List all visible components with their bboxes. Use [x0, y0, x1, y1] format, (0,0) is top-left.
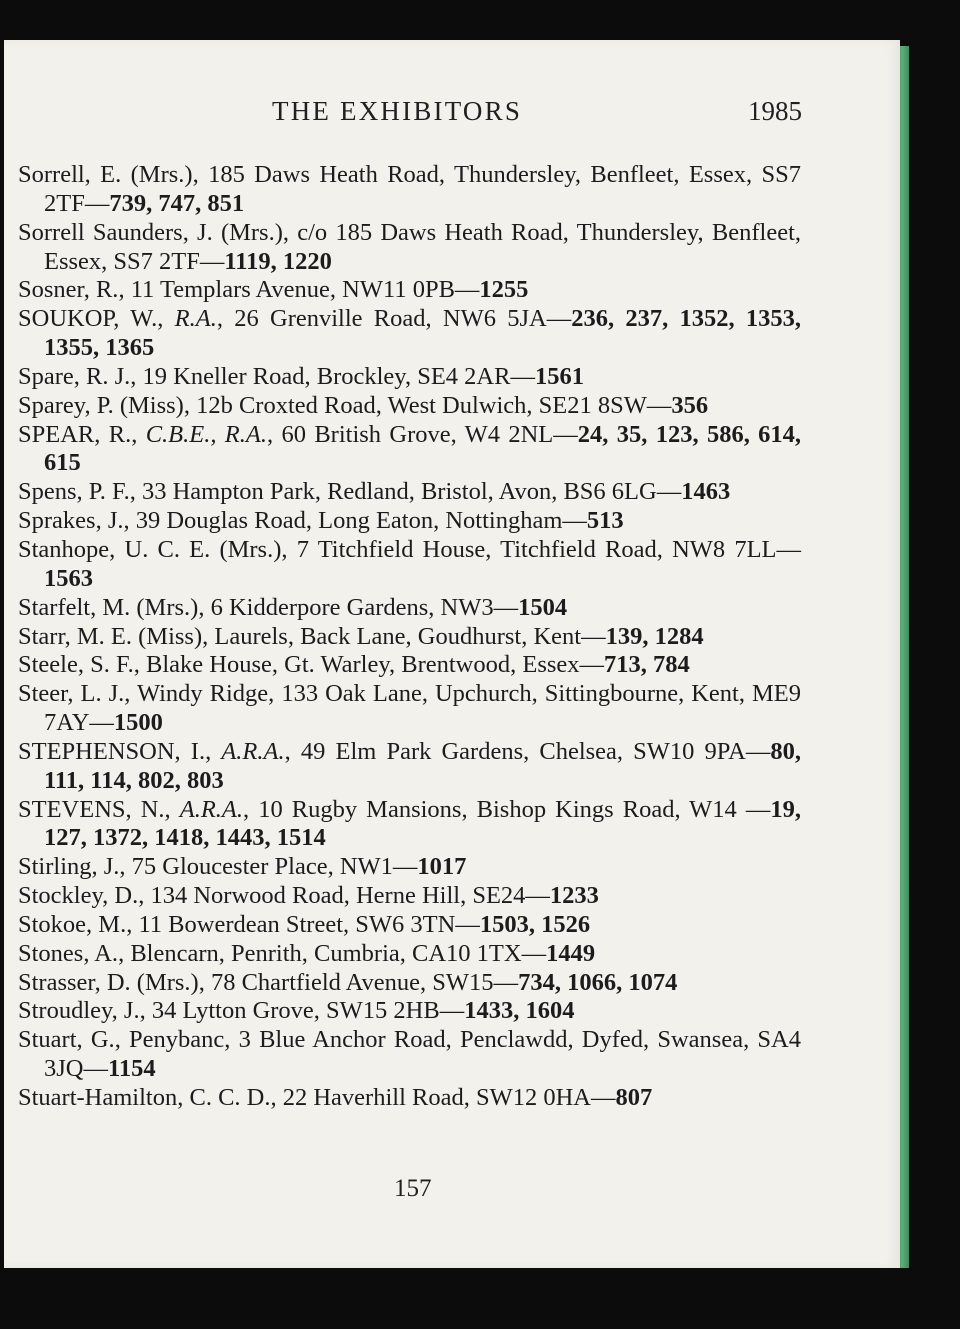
- exhibitor-name: STEVENS, N.: [18, 795, 165, 823]
- exhibitor-address: 7 Titchfield House, Titchfield Road, NW8 7LL: [296, 535, 777, 563]
- exhibit-numbers: 1119, 1220: [224, 247, 332, 275]
- exhibit-numbers: 1449: [546, 939, 596, 967]
- exhibitor-name: Stokoe, M.: [18, 910, 127, 938]
- exhibitor-address: 134 Norwood Road, Herne Hill, SE24: [150, 882, 526, 910]
- exhibit-numbers: 1504: [518, 593, 568, 621]
- exhibit-numbers: 80, 111, 114, 802, 803: [44, 737, 801, 794]
- exhibitor-entry: Sosner, R., 11 Templars Avenue, NW11 0PB—1255: [18, 276, 529, 304]
- exhibit-numbers: 1017: [417, 853, 467, 881]
- exhibitor-address: Penybanc, 3 Blue Anchor Road, Penclawdd, Dyfed, Swansea, SA4 3JQ: [44, 1026, 801, 1083]
- exhibit-numbers: 356: [671, 391, 709, 419]
- exhibitor-name: SOUKOP, W.: [18, 305, 158, 333]
- exhibitor-name: Sorrell Saunders, J. (Mrs.): [18, 218, 283, 246]
- exhibitor-entry: Sorrell, E. (Mrs.), 185 Daws Heath Road, Thundersley, Benfleet, Essex, SS7 2TF—739, 747, 851: [18, 161, 801, 217]
- exhibit-numbers: 1154: [107, 1055, 156, 1083]
- exhibitor-address: 60 British Grove, W4 2NL: [281, 420, 554, 448]
- exhibitor-address: Blake House, Gt. Warley, Brentwood, Essex: [146, 651, 580, 679]
- exhibitor-name: Sparey, P. (Miss): [18, 391, 184, 419]
- exhibitor-honours: A.R.A.: [179, 795, 244, 823]
- exhibitor-name: Strasser, D. (Mrs.): [18, 968, 199, 996]
- exhibit-numbers: 1561: [534, 362, 584, 390]
- exhibitor-address: 12b Croxted Road, West Dulwich, SE21 8SW: [196, 391, 647, 419]
- exhibitor-entry: Spens, P. F., 33 Hampton Park, Redland, Bristol, Avon, BS6 6LG—1463: [18, 478, 731, 506]
- exhibitor-entry: STEVENS, N., A.R.A., 10 Rugby Mansions, Bishop Kings Road, W14 —19, 127, 1372, 1418, 1443, 1514: [18, 795, 801, 852]
- exhibitor-address: 11 Templars Avenue, NW11 0PB: [130, 276, 455, 304]
- exhibitor-honours: A.R.A.: [221, 737, 285, 765]
- exhibitor-entry: Strasser, D. (Mrs.), 78 Chartfield Avenue, SW15—734, 1066, 1074: [18, 968, 678, 996]
- exhibitor-address: 33 Hampton Park, Redland, Bristol, Avon, BS6 6LG: [141, 478, 657, 506]
- exhibitor-name: Spare, R. J.: [18, 362, 131, 390]
- exhibitor-name: Stones, A.: [18, 939, 119, 967]
- exhibitor-entry: Spare, R. J., 19 Kneller Road, Brockley, SE4 2AR—1561: [18, 362, 584, 390]
- exhibitor-name: Stanhope, U. C. E. (Mrs.): [18, 535, 282, 563]
- exhibitor-name: Starr, M. E. (Miss): [18, 622, 203, 650]
- exhibitor-entry: Steele, S. F., Blake House, Gt. Warley, Brentwood, Essex—713, 784: [18, 651, 690, 679]
- exhibit-numbers: 1563: [44, 564, 93, 592]
- exhibit-numbers: 807: [615, 1084, 653, 1111]
- exhibitor-address: 49 Elm Park Gardens, Chelsea, SW10 9PA: [300, 737, 746, 765]
- exhibitor-address: 26 Grenville Road, NW6 5JA: [234, 305, 547, 333]
- exhibitor-entry: Stockley, D., 134 Norwood Road, Herne Hill, SE24—1233: [18, 882, 599, 910]
- exhibitor-address: 6 Kidderpore Gardens, NW3: [210, 593, 494, 621]
- exhibitor-name: Starfelt, M. (Mrs.): [18, 593, 199, 621]
- exhibitor-address: 39 Douglas Road, Long Eaton, Nottingham: [135, 507, 563, 535]
- exhibitor-entry: Stuart, G., Penybanc, 3 Blue Anchor Road, Penclawdd, Dyfed, Swansea, SA4 3JQ—1154: [18, 1026, 801, 1083]
- exhibitor-entry: Stuart-Hamilton, C. C. D., 22 Haverhill Road, SW12 0HA—807: [18, 1084, 653, 1111]
- exhibitor-address: 19 Kneller Road, Brockley, SE4 2AR: [142, 362, 511, 390]
- exhibitor-address: 75 Gloucester Place, NW1: [131, 853, 393, 881]
- exhibitor-name: Spens, P. F.: [18, 478, 130, 506]
- exhibitor-address: Blencarn, Penrith, Cumbria, CA10 1TX: [130, 939, 522, 967]
- exhibit-numbers: 739, 747, 851: [109, 189, 245, 217]
- exhibitor-name: Sorrell, E. (Mrs.): [18, 161, 193, 188]
- exhibitor-entry: Stroudley, J., 34 Lytton Grove, SW15 2HB—1433, 1604: [18, 997, 575, 1025]
- exhibitor-entry: SPEAR, R., C.B.E., R.A., 60 British Grove, W4 2NL—24, 35, 123, 586, 614, 615: [18, 420, 802, 477]
- exhibitor-address: 185 Daws Heath Road, Thundersley, Benfleet, Essex, SS7 2TF: [44, 161, 801, 217]
- exhibitor-entry: Stones, A., Blencarn, Penrith, Cumbria, CA10 1TX—1449: [18, 939, 596, 967]
- exhibit-numbers: 1463: [681, 478, 731, 506]
- exhibitor-address: 11 Bowerdean Street, SW6 3TN: [138, 910, 456, 938]
- exhibitor-name: Sosner, R.: [18, 276, 119, 304]
- exhibitor-name: Steer, L. J.: [18, 680, 125, 708]
- exhibit-numbers: 1255: [479, 276, 529, 304]
- exhibitor-name: Stuart, G.: [18, 1026, 115, 1054]
- exhibitor-address: Laurels, Back Lane, Goudhurst, Kent: [214, 622, 582, 650]
- exhibit-numbers: 1433, 1604: [464, 997, 575, 1025]
- exhibitor-address: 10 Rugby Mansions, Bishop Kings Road, W14: [258, 795, 737, 823]
- exhibitor-list: [18, 161, 801, 1113]
- exhibit-numbers: 1233: [549, 882, 599, 910]
- exhibit-numbers: 19, 127, 1372, 1418, 1443, 1514: [44, 795, 801, 852]
- exhibit-numbers: 1503, 1526: [479, 910, 591, 938]
- exhibitor-name: Stirling, J.: [18, 853, 120, 881]
- exhibitor-name: Sprakes, J.: [18, 507, 124, 535]
- exhibitor-name: STEPHENSON, I.: [18, 737, 206, 765]
- exhibitor-entry: Stokoe, M., 11 Bowerdean Street, SW6 3TN—1503, 1526: [18, 910, 591, 938]
- exhibitor-entry: Stanhope, U. C. E. (Mrs.), 7 Titchfield House, Titchfield Road, NW8 7LL—1563: [18, 535, 802, 592]
- exhibit-numbers: 1500: [113, 709, 163, 737]
- exhibitor-entry: STEPHENSON, I., A.R.A., 49 Elm Park Gardens, Chelsea, SW10 9PA—80, 111, 114, 802, 803: [18, 737, 801, 794]
- exhibitor-honours: R.A.: [174, 305, 217, 333]
- exhibit-numbers: 734, 1066, 1074: [518, 968, 678, 996]
- exhibitor-address: c/o 185 Daws Heath Road, Thundersley, Benfleet, Essex, SS7 2TF: [44, 218, 801, 275]
- running-header-title: THE EXHIBITORS: [272, 96, 523, 126]
- exhibit-numbers: 513: [586, 507, 624, 535]
- exhibitor-entry: Sprakes, J., 39 Douglas Road, Long Eaton, Nottingham—513: [18, 507, 624, 535]
- exhibitor-address: 78 Chartfield Avenue, SW15: [210, 968, 494, 996]
- exhibitor-address: Windy Ridge, 133 Oak Lane, Upchurch, Sittingbourne, Kent, ME9 7AY: [44, 680, 801, 737]
- exhibitor-address: 34 Lytton Grove, SW15 2HB: [151, 997, 440, 1025]
- exhibitor-name: Stroudley, J.: [18, 997, 140, 1025]
- exhibitor-entry: SOUKOP, W., R.A., 26 Grenville Road, NW6 5JA—236, 237, 1352, 1353, 1355, 1365: [18, 305, 801, 362]
- exhibit-numbers: 236, 237, 1352, 1353, 1355, 1365: [44, 305, 801, 362]
- exhibitor-name: Stuart-Hamilton, C. C. D.: [18, 1084, 271, 1111]
- exhibitor-name: Stockley, D.: [18, 882, 139, 910]
- exhibitor-name: Steele, S. F.: [18, 651, 134, 679]
- exhibitor-entry: Sparey, P. (Miss), 12b Croxted Road, West Dulwich, SE21 8SW—356: [18, 391, 709, 419]
- exhibitor-entry: Stirling, J., 75 Gloucester Place, NW1—1017: [18, 853, 467, 881]
- exhibitor-entry: Sorrell Saunders, J. (Mrs.), c/o 185 Daws Heath Road, Thundersley, Benfleet, Essex, SS7 2TF—1119, 1220: [18, 218, 801, 275]
- exhibitor-entry: Starr, M. E. (Miss), Laurels, Back Lane, Goudhurst, Kent—139, 1284: [18, 622, 704, 650]
- exhibitor-entry: Starfelt, M. (Mrs.), 6 Kidderpore Gardens, NW3—1504: [18, 593, 568, 621]
- exhibit-numbers: 24, 35, 123, 586, 614, 615: [44, 420, 802, 477]
- exhibit-numbers: 713, 784: [604, 651, 690, 679]
- page-number: 157: [394, 1175, 432, 1202]
- exhibitor-honours: C.B.E., R.A.: [145, 420, 267, 448]
- exhibitor-address: 22 Haverhill Road, SW12 0HA: [282, 1084, 591, 1111]
- exhibitor-name: SPEAR, R.: [18, 420, 132, 448]
- running-header-year: 1985: [748, 96, 802, 126]
- exhibit-numbers: 139, 1284: [605, 622, 704, 650]
- exhibitor-entry: Steer, L. J., Windy Ridge, 133 Oak Lane, Upchurch, Sittingbourne, Kent, ME9 7AY—1500: [18, 680, 801, 737]
